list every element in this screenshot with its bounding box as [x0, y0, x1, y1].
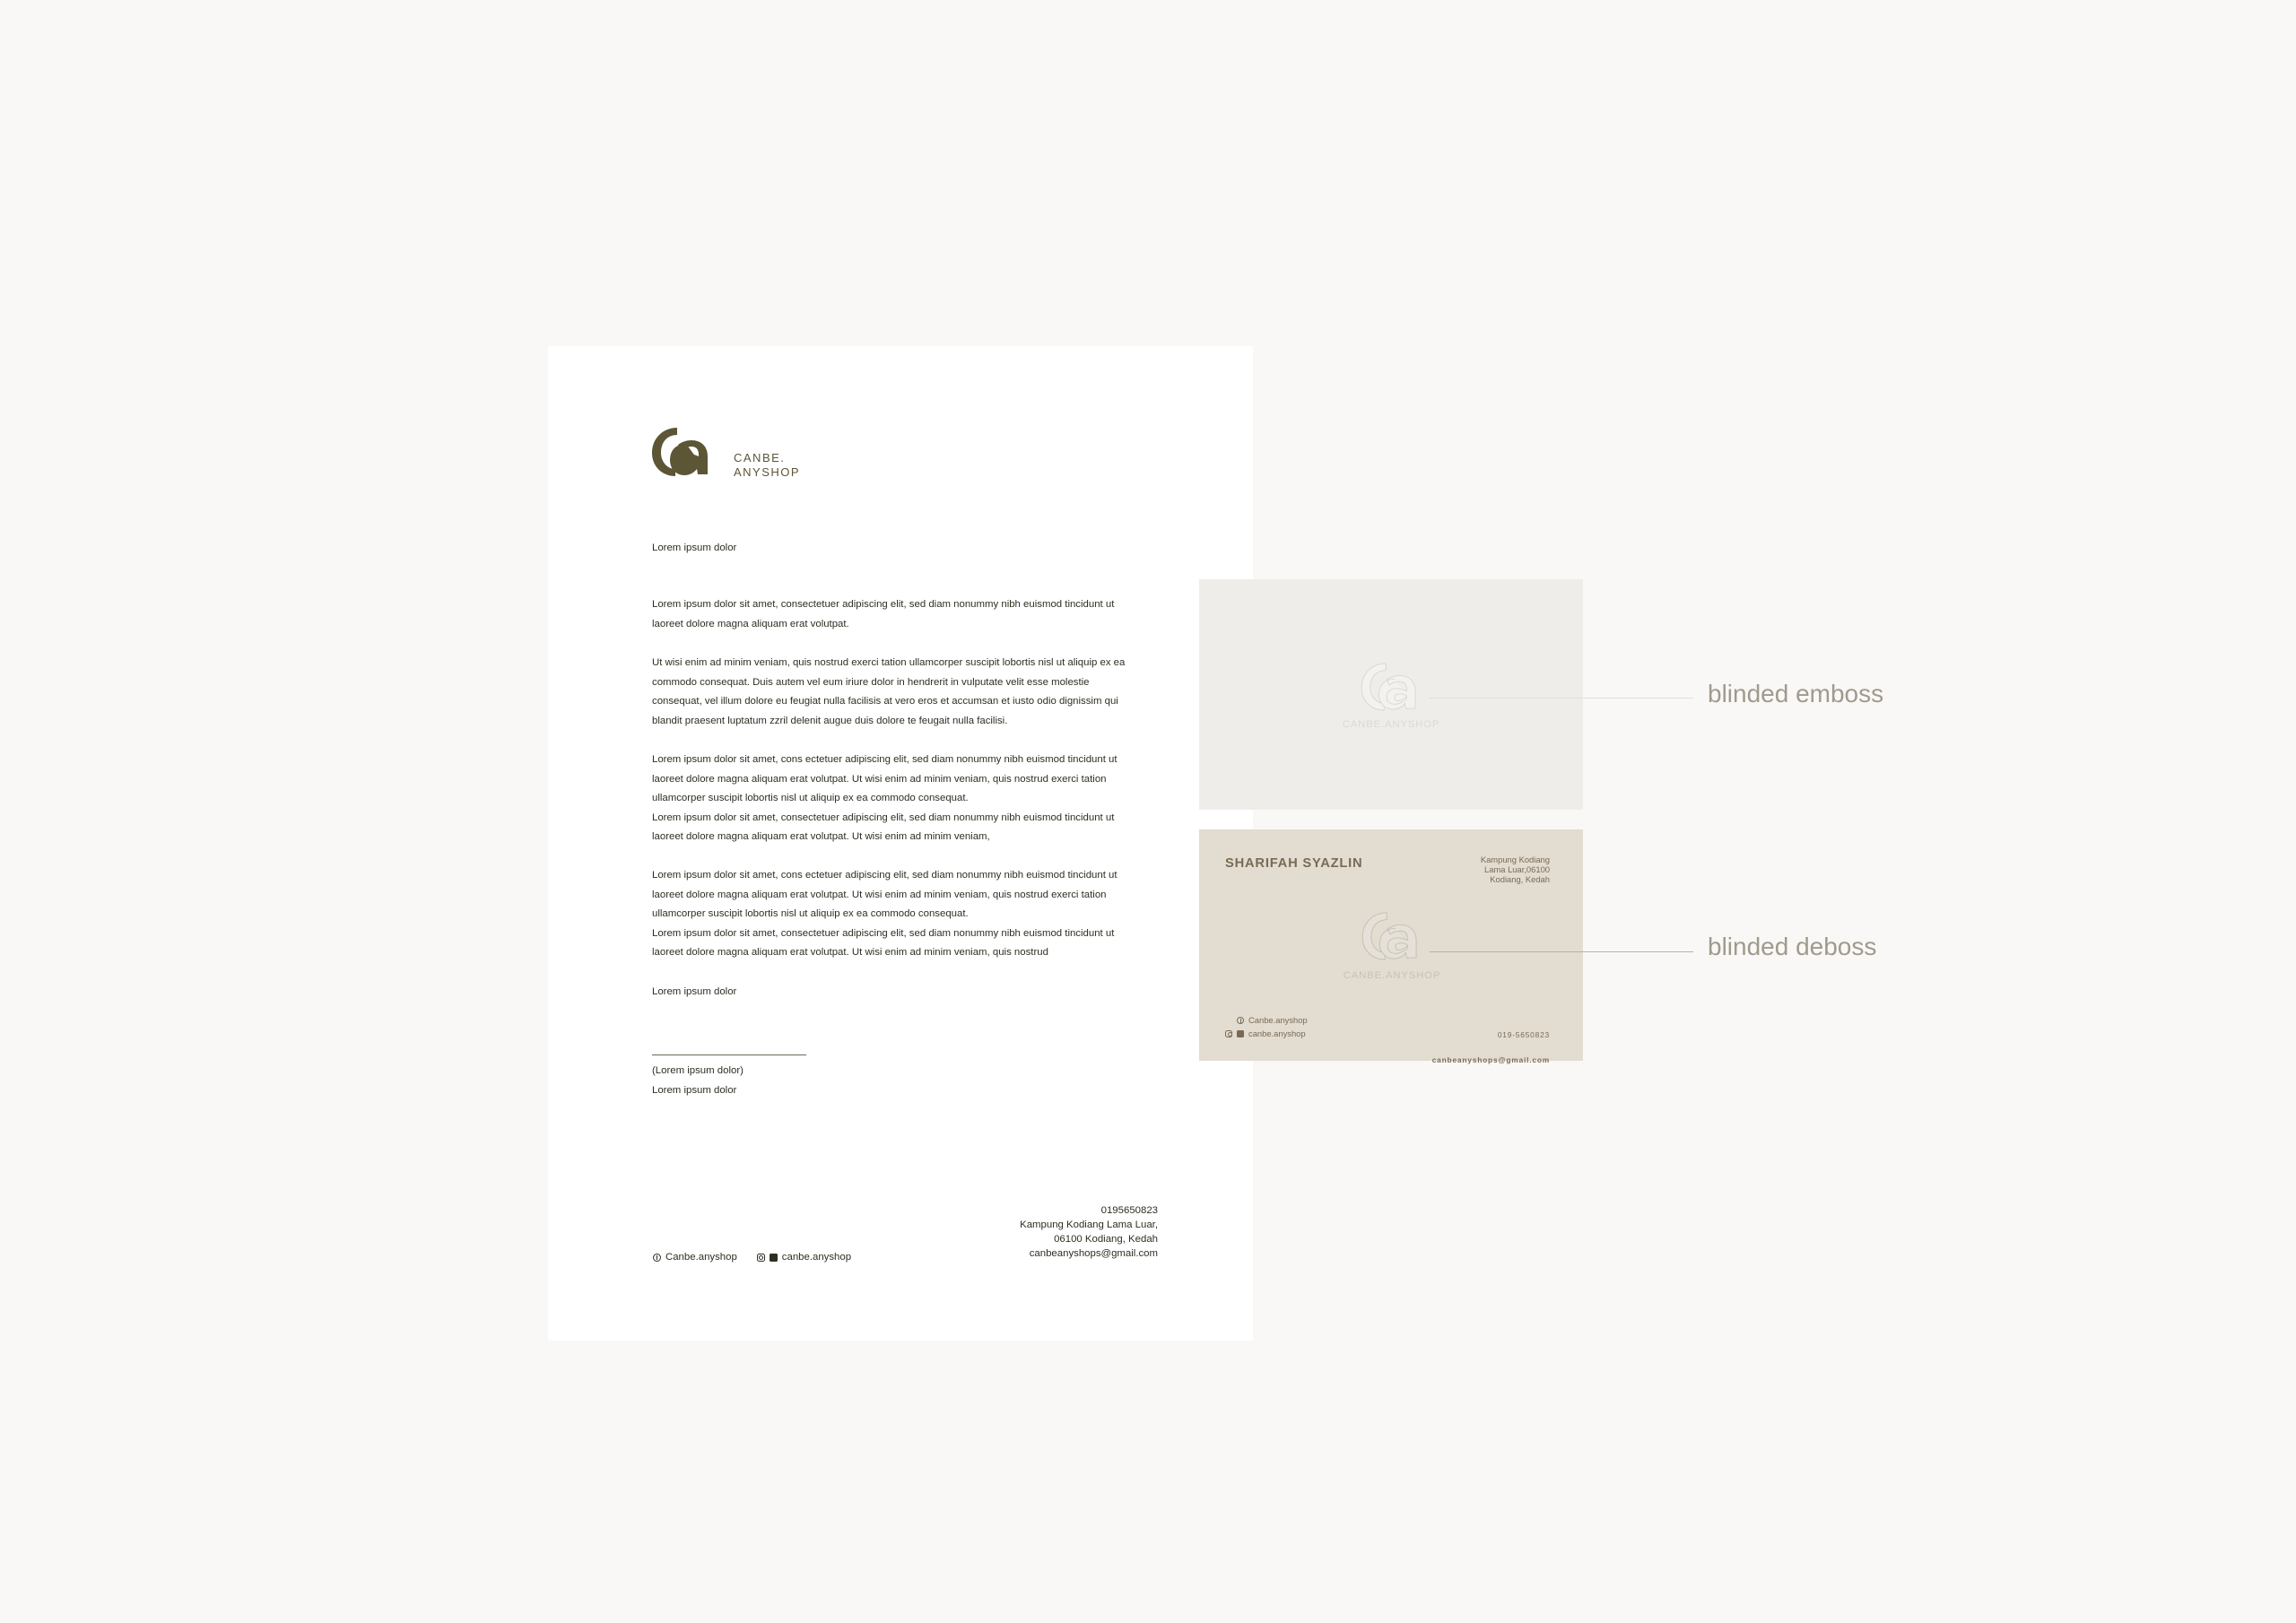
letter-paragraph: Ut wisi enim ad minim veniam, quis nostrud exerci tation ullamcorper suscipit lobortis nisl ut aliquip ex ea commodo consequat. Duis autem vel eum iriure dolor in hendrerit in vulputate velit esse molestie consequat, vel illum dolore eu feugiat nulla facilisis at vero eros et accumsan et iusto odio dignissim qui blandit praesent luptatum zzril delenit augue duis dolore te feugait nulla facilisi. — [652, 657, 1126, 726]
instagram-icon — [757, 1254, 765, 1262]
card-phone: 019-5650823 — [1497, 1030, 1550, 1039]
signature-title: Lorem ipsum dolor — [652, 1085, 737, 1096]
letter-greeting: Lorem ipsum dolor — [652, 542, 737, 553]
letter-paragraph: Lorem ipsum dolor sit amet, cons ectetuer adipiscing elit, sed diam nonummy nibh euismod tincidunt ut laoreet dolore magna aliquam erat volutpat. Ut wisi enim ad minim veniam, quis nostrud exerci tation ullamcorper suscipit lobortis nisl ut aliquip ex ea commodo consequat. Lorem ipsum dolor sit amet, consectetuer adipiscing elit, sed diam nonummy nibh euismod tincidunt ut laoreet dolore magna aliquam erat volutpat. Ut wisi enim ad minim veniam, quis nostrud — [652, 870, 1118, 959]
facebook-icon — [653, 1254, 661, 1262]
brand-name-line2: ANYSHOP — [734, 465, 801, 479]
card-instagram-tiktok-text: canbe.anyshop — [1248, 1028, 1306, 1038]
letter-closing: Lorem ipsum dolor — [652, 986, 737, 997]
card-holder-name: SHARIFAH SYAZLIN — [1225, 856, 1363, 871]
deboss-label: blinded deboss — [1708, 933, 1877, 960]
letter-paragraph: Lorem ipsum dolor sit amet, cons ectetuer adipiscing elit, sed diam nonummy nibh euismod tincidunt ut laoreet dolore magna aliquam erat volutpat. Ut wisi enim ad minim veniam, quis nostrud exerci tation ullamcorper suscipit lobortis nisl ut aliquip ex ea commodo consequat. Lorem ipsum dolor sit amet, consectetuer adipiscing elit, sed diam nonummy nibh euismod tincidunt ut laoreet dolore magna aliquam erat volutpat. Ut wisi enim ad minim veniam, — [652, 754, 1118, 843]
deboss-brand-name: CANBE.ANYSHOP — [1343, 970, 1441, 981]
card-social — [1225, 1013, 1308, 1040]
instagram-tiktok-handle — [757, 1252, 851, 1263]
letter-paragraph: Lorem ipsum dolor sit amet, consectetuer adipiscing elit, sed diam nonummy nibh euismod tincidunt ut laoreet dolore magna aliquam erat volutpat. — [652, 599, 1115, 629]
facebook-handle-text: Canbe.anyshop — [665, 1252, 737, 1263]
card-facebook-handle — [1225, 1013, 1308, 1027]
brand-logo-icon — [1354, 660, 1426, 712]
facebook-icon — [1237, 1017, 1244, 1024]
signature-name: (Lorem ipsum dolor) — [652, 1065, 744, 1076]
facebook-handle — [653, 1252, 737, 1263]
instagram-icon — [1225, 1030, 1232, 1037]
letter-footer-social — [653, 1252, 851, 1263]
brand-name-line1: CANBE. — [734, 451, 786, 464]
emboss-leader-line — [1430, 698, 1693, 699]
card-contact — [1399, 1016, 1550, 1079]
letter-footer-contact: 0195650823 Kampung Kodiang Lama Luar, 06100 Kodiang, Kedah canbeanyshops@gmail.com — [1020, 1205, 1158, 1259]
emboss-label: blinded emboss — [1708, 680, 1884, 707]
instagram-tiktok-handle-text: canbe.anyshop — [781, 1252, 852, 1263]
brand-logo-icon — [1355, 909, 1427, 961]
deboss-leader-line — [1430, 951, 1693, 952]
card-email: canbeanyshops@gmail.com — [1431, 1055, 1550, 1064]
tiktok-icon — [1237, 1030, 1244, 1037]
card-instagram-tiktok-handle — [1225, 1027, 1308, 1040]
card-facebook-text: Canbe.anyshop — [1248, 1015, 1308, 1025]
brand-logo-icon — [650, 424, 713, 478]
card-address: Kampung Kodiang Lama Luar,06100 Kodiang, Kedah — [1480, 855, 1550, 884]
emboss-brand-name: CANBE.ANYSHOP — [1342, 719, 1440, 730]
brand-name — [734, 451, 800, 480]
tiktok-icon — [770, 1254, 778, 1262]
